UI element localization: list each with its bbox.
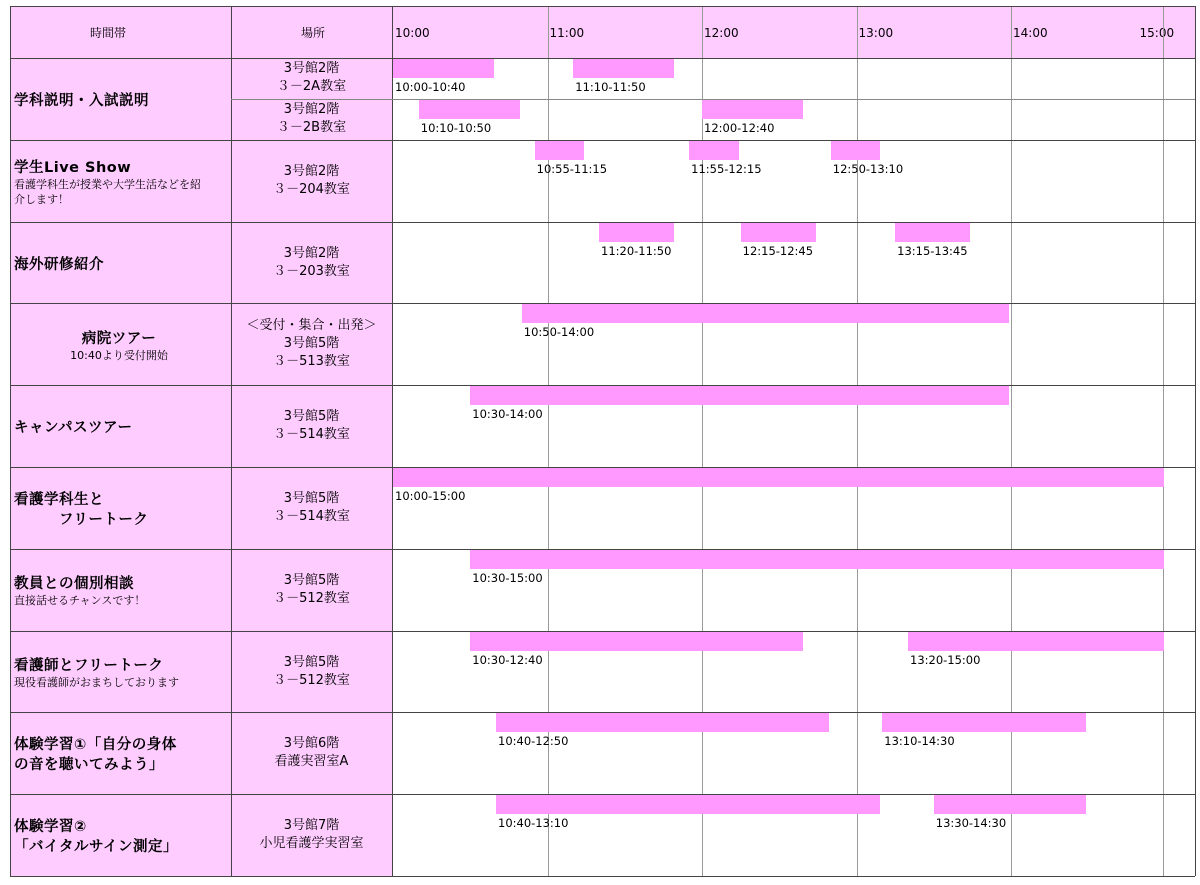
session-bar	[393, 59, 494, 78]
room-location-line: ３－2B教室	[276, 120, 347, 136]
session-bar	[573, 59, 674, 78]
hour-gridline	[1011, 6, 1012, 876]
header-time-label: 時間帯	[90, 26, 127, 40]
session-bar	[741, 223, 816, 242]
event-title: 学生Live Show	[14, 159, 132, 176]
session-bar	[908, 632, 1164, 651]
event-title: 体験学習①「自分の身体	[14, 737, 177, 754]
session-time-label: 10:50-14:00	[523, 325, 595, 340]
event-subtitle: 10:40より受付開始	[70, 348, 168, 362]
session-bar	[522, 304, 1009, 323]
hour-gridline	[857, 6, 858, 876]
session-time-label: 12:50-13:10	[832, 161, 904, 176]
time-tick-label: 11:00	[549, 26, 585, 40]
session-time-label: 10:40-13:10	[498, 816, 569, 831]
room-location-line: 3号館6階	[283, 736, 340, 752]
room-location-line: 3号館5階	[283, 490, 340, 506]
hour-gridline	[1163, 6, 1164, 876]
event-title: キャンパスツアー	[14, 420, 133, 437]
room-location-line: 3号館5階	[283, 572, 340, 588]
room-location-line: ３－204教室	[273, 181, 350, 197]
column-border	[10, 6, 11, 876]
session-bar	[393, 468, 1164, 487]
session-time-label: 10:30-12:40	[472, 652, 543, 667]
session-time-label: 10:00-15:00	[395, 489, 466, 503]
time-tick-label: 15:00	[1139, 26, 1175, 40]
session-bar	[470, 550, 1163, 569]
room-location-line: ３－512教室	[273, 590, 350, 606]
session-time-label: 11:55-12:15	[691, 161, 762, 176]
session-bar	[419, 100, 520, 119]
header-place-label: 場所	[301, 26, 326, 40]
room-location	[231, 163, 392, 199]
session-time-label: 10:30-15:00	[472, 570, 543, 585]
event-subtitle: 直接話せるチャンスです！	[14, 594, 146, 608]
event-title: 「バイタルサイン測定」	[14, 839, 178, 856]
hour-gridline	[702, 6, 703, 876]
table-top-border	[10, 6, 1195, 7]
session-bar	[496, 795, 880, 814]
event-subtitle: 看護学科生が授業や大学生活などを紹	[14, 177, 201, 191]
session-time-label: 10:10-10:50	[420, 120, 492, 135]
room-location-line: 3号館2階	[283, 102, 340, 118]
room-location-line: ３－512教室	[273, 672, 350, 688]
room-location-line: ３－514教室	[273, 427, 350, 443]
room-location-line: ３－203教室	[273, 263, 350, 279]
room-location-line: ＜受付・集合・出発＞	[246, 318, 377, 334]
event-title: 海外研修紹介	[14, 256, 104, 273]
room-location-line: ３－513教室	[273, 354, 350, 370]
time-tick-label: 13:00	[858, 26, 894, 40]
room-location	[231, 101, 392, 137]
room-location-line: 3号館5階	[283, 409, 340, 425]
session-bar	[895, 223, 970, 242]
session-time-label: 12:15-12:45	[742, 243, 814, 258]
session-bar	[599, 223, 674, 242]
room-location	[231, 654, 392, 690]
column-border	[392, 6, 393, 876]
row-border	[10, 140, 1195, 141]
room-location	[231, 490, 392, 526]
event-title: 学科説明・入試説明	[14, 92, 149, 109]
session-bar	[470, 386, 1009, 405]
room-location-line: 看護実習室A	[274, 754, 349, 770]
time-tick-label: 12:00	[704, 26, 739, 40]
event-title: フリートーク	[14, 511, 149, 528]
room-location-line: 3号館5階	[283, 336, 340, 352]
session-time-label: 12:00-12:40	[704, 120, 775, 135]
room-location	[231, 317, 392, 371]
session-time-label: 13:20-15:00	[910, 652, 981, 667]
session-time-label: 11:10-11:50	[575, 80, 646, 94]
session-time-label: 10:30-14:00	[472, 407, 543, 422]
room-location	[231, 817, 392, 853]
room-location-line: 3号館2階	[283, 61, 340, 77]
room-location	[231, 245, 392, 281]
room-location	[231, 60, 392, 96]
event-title: 看護師とフリートーク	[14, 658, 164, 674]
session-bar	[689, 141, 739, 160]
event-title: 教員との個別相談	[14, 576, 134, 593]
session-bar	[831, 141, 881, 160]
timeline-header-bg	[392, 6, 1195, 58]
room-location	[231, 408, 392, 444]
room-location-line: ３－2A教室	[276, 79, 347, 95]
room-location-line: ３－514教室	[273, 508, 350, 524]
session-bar	[535, 141, 585, 160]
session-bar	[882, 713, 1086, 732]
session-bar	[470, 632, 803, 651]
room-location-line: 3号館5階	[283, 654, 340, 670]
room-location-line: 3号館7階	[283, 818, 340, 834]
room-location-line: 小児看護学実習室	[259, 836, 364, 852]
session-bar	[934, 795, 1087, 814]
event-subtitle: 介します！	[14, 192, 69, 206]
session-time-label: 11:20-11:50	[601, 243, 672, 258]
room-location	[231, 735, 392, 771]
room-location-line: 3号館2階	[283, 163, 340, 179]
session-time-label: 10:55-11:15	[536, 161, 608, 176]
session-time-label: 13:15-13:45	[897, 243, 968, 258]
room-location	[231, 572, 392, 608]
session-time-label: 13:30-14:30	[935, 816, 1007, 831]
time-tick-label: 14:00	[1013, 26, 1048, 40]
column-border	[1195, 6, 1196, 876]
session-time-label: 13:10-14:30	[884, 734, 955, 749]
time-tick-label: 10:00	[395, 26, 430, 40]
row-border	[10, 876, 1195, 877]
session-time-label: 10:00-10:40	[395, 80, 466, 94]
room-location-line: 3号館2階	[283, 245, 340, 261]
session-time-label: 10:40-12:50	[498, 734, 569, 749]
event-title: 看護学科生と	[14, 491, 104, 508]
event-title: 病院ツアー	[81, 330, 157, 347]
session-bar	[496, 713, 829, 732]
session-bar	[702, 100, 803, 119]
event-title: 体験学習②	[14, 819, 87, 836]
event-title: の音を聴いてみよう」	[14, 757, 164, 774]
event-subtitle: 現役看護師がおまちしております	[14, 676, 179, 689]
